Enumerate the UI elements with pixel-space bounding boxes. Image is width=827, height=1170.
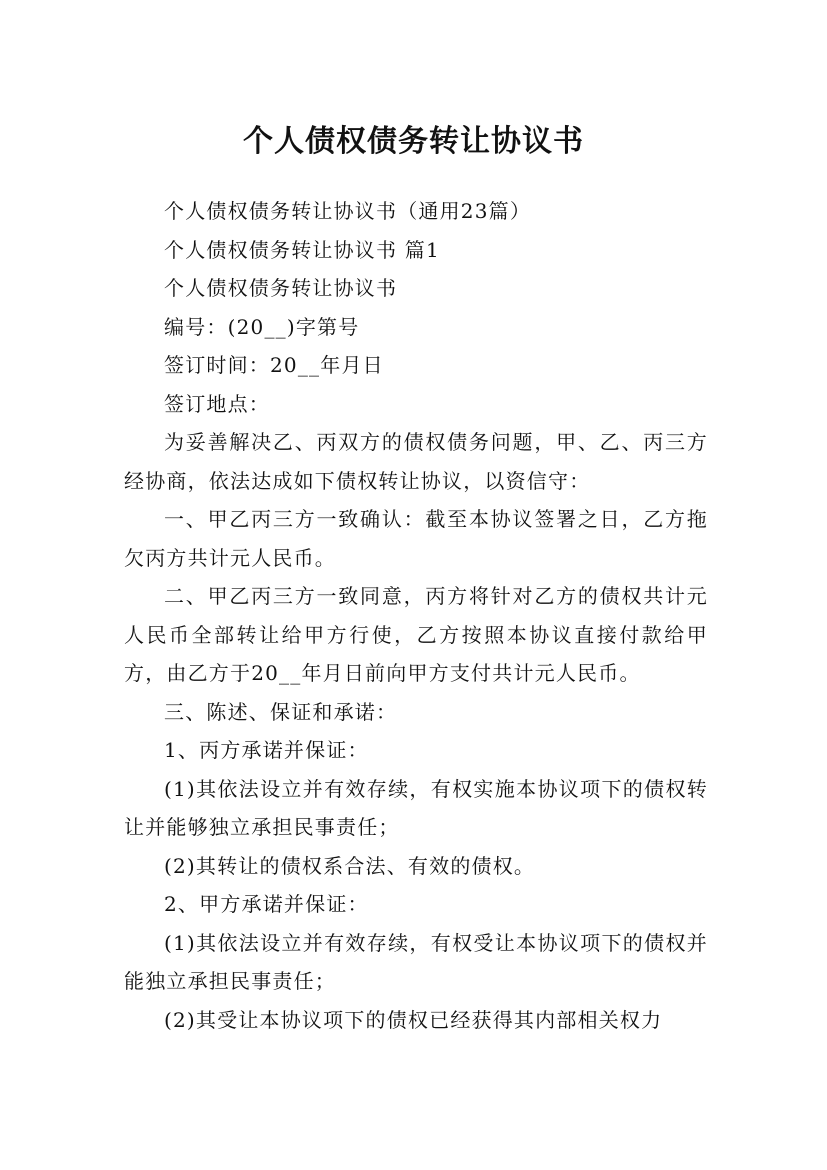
paragraph-clause-1: 一、甲乙丙三方一致确认：截至本协议签署之日，乙方拖欠丙方共计元人民币。 xyxy=(124,507,708,570)
paragraph-number-field: 编号：(20__)字第号 xyxy=(164,314,360,339)
paragraph-clause-3: 三、陈述、保证和承诺： xyxy=(164,699,398,724)
paragraph-article-heading: 个人债权债务转让协议书 篇1 xyxy=(164,237,440,262)
paragraph-signing-time: 签订时间：20__年月日 xyxy=(164,353,384,377)
paragraph-agreement-name: 个人债权债务转让协议书 xyxy=(164,276,398,300)
paragraph-party-c-promise: 1、丙方承诺并保证： xyxy=(164,738,369,762)
paragraph-collection-title: 个人债权债务转让协议书（通用23篇） xyxy=(164,199,532,223)
paragraph-party-a-item-1: (1)其依法设立并有效存续，有权受让本协议项下的债权并能独立承担民事责任； xyxy=(124,930,708,993)
paragraph-party-a-promise: 2、甲方承诺并保证： xyxy=(164,892,369,916)
paragraph-signing-place: 签订地点： xyxy=(164,391,270,416)
paragraph-party-a-item-2: (2)其受让本协议项下的债权已经获得其内部相关权力 xyxy=(164,1007,663,1032)
paragraph-clause-2: 二、甲乙丙三方一致同意，丙方将针对乙方的债权共计元人民币全部转让给甲方行使，乙方按照本协议直接付款给甲方，由乙方于20__年月日前向甲方支付共计元人民币。 xyxy=(124,584,708,685)
paragraph-preamble: 为妥善解决乙、丙双方的债权债务问题，甲、乙、丙三方经协商，依法达成如下债权转让协议，以资信守： xyxy=(124,430,708,493)
paragraph-party-c-item-2: (2)其转让的债权系合法、有效的债权。 xyxy=(164,853,536,878)
document-title: 个人债权债务转让协议书 xyxy=(243,124,584,160)
document-body xyxy=(124,192,708,1039)
paragraph-party-c-item-1: (1)其依法设立并有效存续，有权实施本协议项下的债权转让并能够独立承担民事责任； xyxy=(124,776,708,839)
